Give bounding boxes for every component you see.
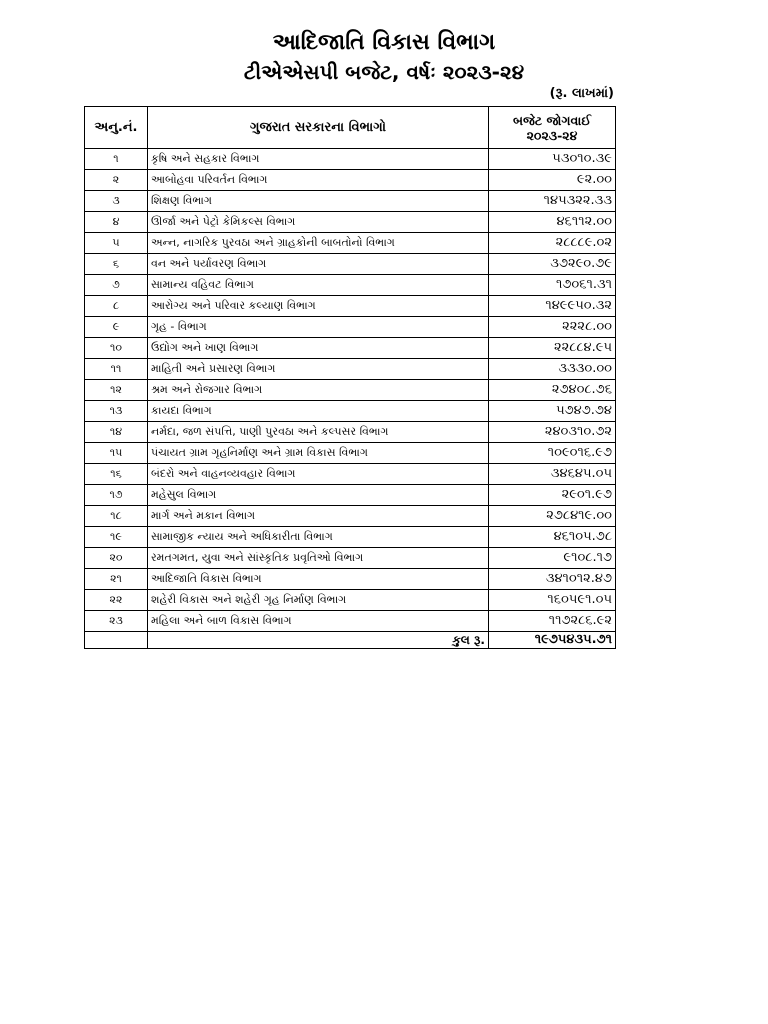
cell-amount: ૩૪૬૪૫.૦૫ xyxy=(489,464,616,485)
cell-serial: ૭ xyxy=(85,275,148,296)
cell-amount: ૧૦૯૦૧૬.૯૭ xyxy=(489,443,616,464)
table-row xyxy=(85,359,616,380)
cell-amount: ૧૬૦૫૯૧.૦૫ xyxy=(489,590,616,611)
total-label: કુલ રૂ. xyxy=(148,632,489,649)
cell-department: ગૃહ - વિભાગ xyxy=(148,317,489,338)
cell-department: અન્ન, નાગરિક પુરવઠા અને ગ્રાહકોની બાબતોનો વિભાગ xyxy=(148,233,489,254)
cell-serial: ૨૧ xyxy=(85,569,148,590)
cell-serial: ૨૩ xyxy=(85,611,148,632)
table-body xyxy=(85,149,616,632)
cell-department: કૃષિ અને સહકાર વિભાગ xyxy=(148,149,489,170)
cell-department: વન અને પર્યાવરણ વિભાગ xyxy=(148,254,489,275)
table-row xyxy=(85,254,616,275)
cell-department: શિક્ષણ વિભાગ xyxy=(148,191,489,212)
header-budget-line1: બજેટ જોગવાઈ xyxy=(512,112,592,128)
header-budget-line2: ૨૦૨૩-૨૪ xyxy=(526,127,578,143)
cell-serial: ૧૪ xyxy=(85,422,148,443)
cell-serial: ૨૨ xyxy=(85,590,148,611)
cell-department: બંદરો અને વાહનવ્યવહાર વિભાગ xyxy=(148,464,489,485)
cell-amount: ૨૪૦૩૧૦.૭૨ xyxy=(489,422,616,443)
cell-department: આદિજાતિ વિકાસ વિભાગ xyxy=(148,569,489,590)
cell-serial: ૨૦ xyxy=(85,548,148,569)
cell-amount: ૨૮૮૮૯.૦૨ xyxy=(489,233,616,254)
cell-amount: ૪૬૧૦૫.૭૮ xyxy=(489,527,616,548)
cell-department: રમતગમત, યુવા અને સાંસ્કૃતિક પ્રવૃતિઓ વિભાગ xyxy=(148,548,489,569)
total-empty-cell xyxy=(85,632,148,649)
page-subtitle: ટીએએસપી બજેટ, વર્ષઃ ૨૦૨૩-૨૪ xyxy=(243,60,525,84)
header-budget xyxy=(489,107,616,149)
cell-serial: ૧૬ xyxy=(85,464,148,485)
cell-department: શ્રમ અને રોજગાર વિભાગ xyxy=(148,380,489,401)
cell-amount: ૪૬૧૧૨.૦૦ xyxy=(489,212,616,233)
cell-amount: ૩૭૨૯૦.૭૯ xyxy=(489,254,616,275)
cell-serial: ૧ xyxy=(85,149,148,170)
table-row xyxy=(85,170,616,191)
cell-department: કાયદા વિભાગ xyxy=(148,401,489,422)
table-row xyxy=(85,506,616,527)
cell-amount: ૨૯૦૧.૯૭ xyxy=(489,485,616,506)
cell-serial: ૧૫ xyxy=(85,443,148,464)
cell-serial: ૩ xyxy=(85,191,148,212)
table-row xyxy=(85,527,616,548)
table-row xyxy=(85,317,616,338)
cell-department: આબોહવા પરિવર્તન વિભાગ xyxy=(148,170,489,191)
page-title: આદિજાતિ વિકાસ વિભાગ xyxy=(272,30,496,55)
cell-amount: ૧૪૫૩૨૨.૩૩ xyxy=(489,191,616,212)
table-row xyxy=(85,338,616,359)
table-row xyxy=(85,422,616,443)
cell-serial: ૫ xyxy=(85,233,148,254)
cell-serial: ૯ xyxy=(85,317,148,338)
table-row xyxy=(85,191,616,212)
cell-department: માહિતી અને પ્રસારણ વિભાગ xyxy=(148,359,489,380)
cell-amount: ૧૭૦૬૧.૩૧ xyxy=(489,275,616,296)
table-row xyxy=(85,275,616,296)
cell-serial: ૬ xyxy=(85,254,148,275)
cell-serial: ૨ xyxy=(85,170,148,191)
cell-serial: ૧૯ xyxy=(85,527,148,548)
cell-serial: ૧૮ xyxy=(85,506,148,527)
cell-amount: ૨૭૪૦૮.૭૬ xyxy=(489,380,616,401)
cell-serial: ૧૩ xyxy=(85,401,148,422)
cell-department: નર્મદા, જળ સંપત્તિ, પાણી પુરવઠા અને કલ્પસર વિભાગ xyxy=(148,422,489,443)
table-row xyxy=(85,485,616,506)
table-row xyxy=(85,611,616,632)
cell-amount: ૩૪૧૦૧૨.૪૭ xyxy=(489,569,616,590)
cell-serial: ૧૨ xyxy=(85,380,148,401)
cell-amount: ૨૨૨૮.૦૦ xyxy=(489,317,616,338)
cell-serial: ૧૦ xyxy=(85,338,148,359)
cell-amount: ૧૪૯૯૫૦.૩૨ xyxy=(489,296,616,317)
unit-note: (રૂ. લાખમાં) xyxy=(549,86,614,101)
cell-department: સામાજીક ન્યાય અને અધિકારીતા વિભાગ xyxy=(148,527,489,548)
table-row xyxy=(85,296,616,317)
cell-department: ઊર્જા અને પેટ્રો કેમિકલ્સ વિભાગ xyxy=(148,212,489,233)
cell-amount: ૫૩૦૧૦.૩૯ xyxy=(489,149,616,170)
total-row xyxy=(85,632,616,649)
cell-serial: ૮ xyxy=(85,296,148,317)
cell-department: મહેસુલ વિભાગ xyxy=(148,485,489,506)
cell-amount: ૫૭૪૭.૭૪ xyxy=(489,401,616,422)
table-row xyxy=(85,569,616,590)
cell-department: માર્ગ અને મકાન વિભાગ xyxy=(148,506,489,527)
table-header-row xyxy=(85,107,616,149)
table-row xyxy=(85,590,616,611)
cell-department: આરોગ્ય અને પરિવાર કલ્યાણ વિભાગ xyxy=(148,296,489,317)
cell-amount: ૯૨.૦૦ xyxy=(489,170,616,191)
cell-department: સામાન્ય વહિવટ વિભાગ xyxy=(148,275,489,296)
cell-amount: ૨૭૮૪૧૯.૦૦ xyxy=(489,506,616,527)
cell-department: મહિલા અને બાળ વિકાસ વિભાગ xyxy=(148,611,489,632)
cell-serial: ૧૧ xyxy=(85,359,148,380)
cell-amount: ૯૧૦૮.૧૭ xyxy=(489,548,616,569)
cell-amount: ૨૨૮૮૪.૯૫ xyxy=(489,338,616,359)
cell-amount: ૩૩૩૦.૦૦ xyxy=(489,359,616,380)
table-row xyxy=(85,149,616,170)
table-row xyxy=(85,443,616,464)
table-row xyxy=(85,212,616,233)
header-department: ગુજરાત સરકારના વિભાગો xyxy=(148,107,489,149)
cell-department: પંચાયત ગ્રામ ગૃહનિર્માણ અને ગ્રામ વિકાસ વિભાગ xyxy=(148,443,489,464)
cell-serial: ૪ xyxy=(85,212,148,233)
total-amount: ૧૯૭૫૪૩૫.૭૧ xyxy=(489,632,616,649)
table-row xyxy=(85,464,616,485)
table-row xyxy=(85,401,616,422)
cell-department: ઉદ્યોગ અને ખાણ વિભાગ xyxy=(148,338,489,359)
header-serial: અનુ.નં. xyxy=(85,107,148,149)
cell-department: શહેરી વિકાસ અને શહેરી ગૃહ નિર્માણ વિભાગ xyxy=(148,590,489,611)
table-row xyxy=(85,233,616,254)
cell-amount: ૧૧૭૨૮૬.૯૨ xyxy=(489,611,616,632)
cell-serial: ૧૭ xyxy=(85,485,148,506)
table-row xyxy=(85,548,616,569)
budget-table xyxy=(84,106,616,649)
table-row xyxy=(85,380,616,401)
